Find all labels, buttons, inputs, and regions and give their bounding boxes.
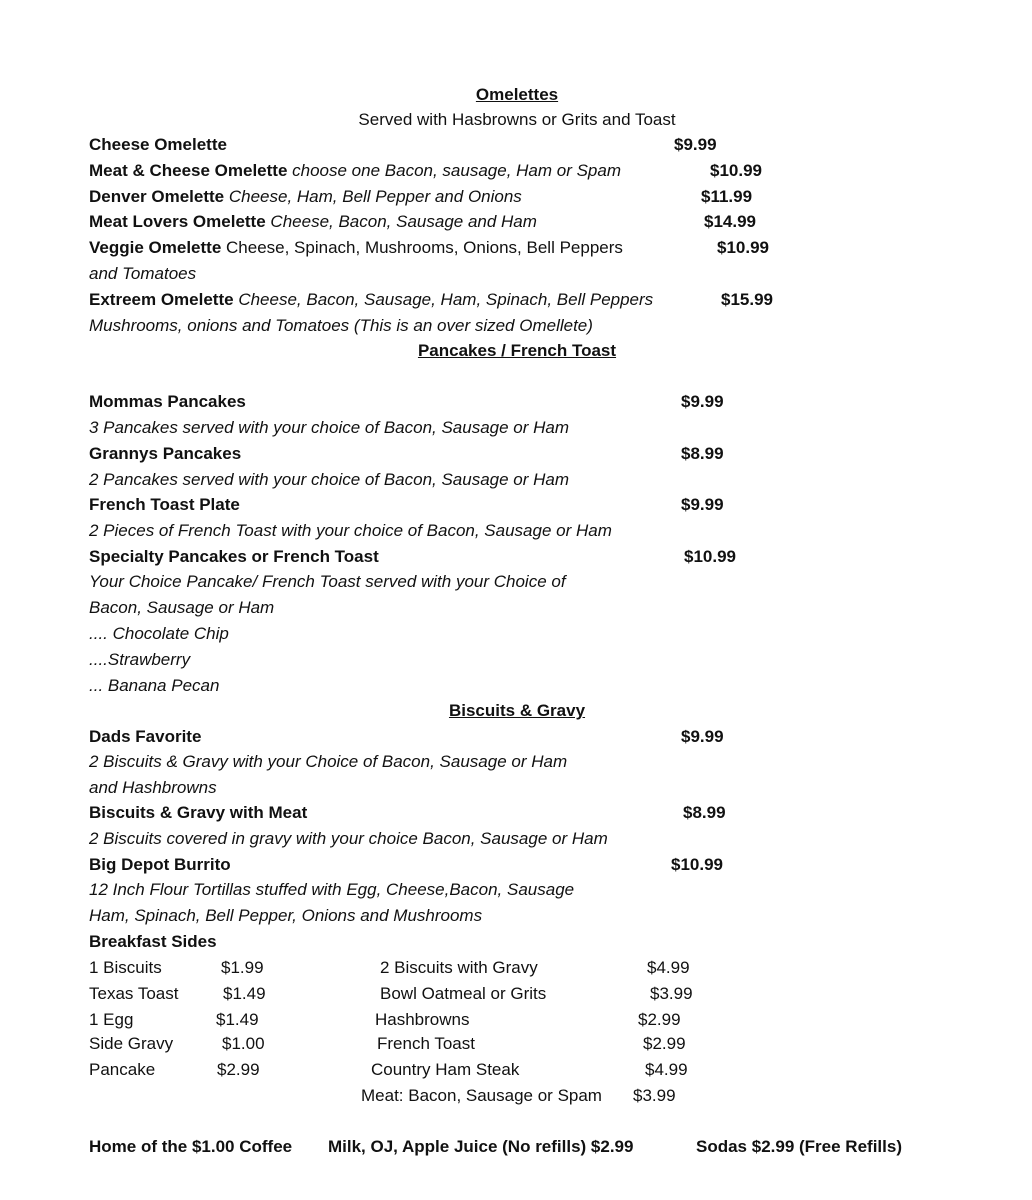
menu-item: [89, 238, 623, 258]
side-price: $4.99: [647, 958, 690, 977]
item-price: $14.99: [704, 212, 756, 231]
item-desc: and Tomatoes: [89, 264, 197, 283]
item-price: $9.99: [681, 495, 724, 514]
item-desc: Your Choice Pancake/ French Toast served with your Choice of: [89, 572, 566, 591]
side-price: $2.99: [638, 1010, 681, 1029]
item-name: Extreem Omelette: [89, 290, 234, 309]
item-name: Denver Omelette: [89, 187, 225, 206]
menu-item: [89, 212, 537, 232]
item-name: Big Depot Burrito: [89, 855, 231, 874]
item-desc: 2 Pancakes served with your choice of Bacon, Sausage or Ham: [89, 470, 570, 489]
item-desc: Mushrooms, onions and Tomatoes (This is an over sized Omellete): [89, 316, 593, 335]
biscuits-heading: Biscuits & Gravy: [448, 701, 586, 720]
side-price: $2.99: [643, 1034, 686, 1053]
menu-item: [89, 187, 522, 207]
flavor-option: ....Strawberry: [89, 650, 191, 669]
item-desc: 2 Pieces of French Toast with your choice of Bacon, Sausage or Ham: [89, 521, 612, 540]
item-price: $9.99: [681, 727, 724, 746]
sides-heading: Breakfast Sides: [89, 932, 217, 951]
pancakes-heading: Pancakes / French Toast: [417, 341, 617, 360]
item-price: $11.99: [701, 187, 753, 206]
item-price: $10.99: [710, 161, 762, 180]
item-price: $10.99: [671, 855, 723, 874]
side-price: $1.00: [222, 1034, 265, 1053]
item-desc: 3 Pancakes served with your choice of Bacon, Sausage or Ham: [89, 418, 570, 437]
item-name: Specialty Pancakes or French Toast: [89, 547, 379, 566]
item-desc: Cheese, Bacon, Sausage, Ham, Spinach, Bell Peppers: [238, 290, 654, 309]
item-name: Veggie Omelette: [89, 238, 222, 257]
flavor-option: ... Banana Pecan: [89, 676, 220, 695]
item-desc: choose one Bacon, sausage, Ham or Spam: [292, 161, 622, 180]
item-desc: 2 Biscuits covered in gravy with your choice Bacon, Sausage or Ham: [89, 829, 608, 848]
side-name: 1 Biscuits: [89, 958, 162, 977]
side-name: Texas Toast: [89, 984, 179, 1003]
item-desc: and Hashbrowns: [89, 778, 217, 797]
side-price: $1.99: [221, 958, 264, 977]
footer-sodas: Sodas $2.99 (Free Refills): [696, 1137, 902, 1156]
item-price: $10.99: [717, 238, 769, 257]
item-price: $8.99: [681, 444, 724, 463]
side-name: 1 Egg: [89, 1010, 134, 1029]
item-price: $10.99: [684, 547, 736, 566]
side-name: Hashbrowns: [375, 1010, 470, 1029]
item-name: Meat & Cheese Omelette: [89, 161, 288, 180]
side-price: $1.49: [223, 984, 266, 1003]
menu-item: [89, 290, 653, 310]
item-price: $15.99: [721, 290, 773, 309]
item-price: $9.99: [674, 135, 717, 154]
side-price: $3.99: [633, 1086, 676, 1105]
side-name: Country Ham Steak: [371, 1060, 520, 1079]
item-name: Mommas Pancakes: [89, 392, 246, 411]
omelettes-heading: Omelettes: [475, 85, 559, 104]
item-desc: Cheese, Spinach, Mushrooms, Onions, Bell Peppers: [226, 238, 623, 257]
item-name: Dads Favorite: [89, 727, 202, 746]
item-name: Grannys Pancakes: [89, 444, 242, 463]
side-name: Pancake: [89, 1060, 156, 1079]
side-name: 2 Biscuits with Gravy: [380, 958, 538, 977]
item-name: Meat Lovers Omelette: [89, 212, 266, 231]
side-price: $2.99: [217, 1060, 260, 1079]
side-name: Meat: Bacon, Sausage or Spam: [361, 1086, 602, 1105]
flavor-option: .... Chocolate Chip: [89, 624, 229, 643]
item-desc: Bacon, Sausage or Ham: [89, 598, 275, 617]
side-name: French Toast: [377, 1034, 475, 1053]
side-name: Side Gravy: [89, 1034, 174, 1053]
item-desc: 12 Inch Flour Tortillas stuffed with Egg, Cheese,Bacon, Sausage: [89, 880, 575, 899]
item-desc: 2 Biscuits & Gravy with your Choice of Bacon, Sausage or Ham: [89, 752, 568, 771]
item-desc: Ham, Spinach, Bell Pepper, Onions and Mushrooms: [89, 906, 483, 925]
footer-juice: Milk, OJ, Apple Juice (No refills) $2.99: [328, 1137, 634, 1156]
omelettes-subheading: Served with Hasbrowns or Grits and Toast: [358, 110, 676, 129]
item-name: Biscuits & Gravy with Meat: [89, 803, 308, 822]
item-desc: Cheese, Bacon, Sausage and Ham: [270, 212, 537, 231]
side-price: $1.49: [216, 1010, 259, 1029]
menu-item: [89, 135, 227, 155]
item-price: $9.99: [681, 392, 724, 411]
item-desc: Cheese, Ham, Bell Pepper and Onions: [228, 187, 522, 206]
item-price: $8.99: [683, 803, 726, 822]
side-price: $3.99: [650, 984, 693, 1003]
side-name: Bowl Oatmeal or Grits: [380, 984, 547, 1003]
menu-item: [89, 161, 621, 181]
item-name: French Toast Plate: [89, 495, 240, 514]
item-name: Cheese Omelette: [89, 135, 227, 154]
side-price: $4.99: [645, 1060, 688, 1079]
footer-coffee: Home of the $1.00 Coffee: [89, 1137, 293, 1156]
